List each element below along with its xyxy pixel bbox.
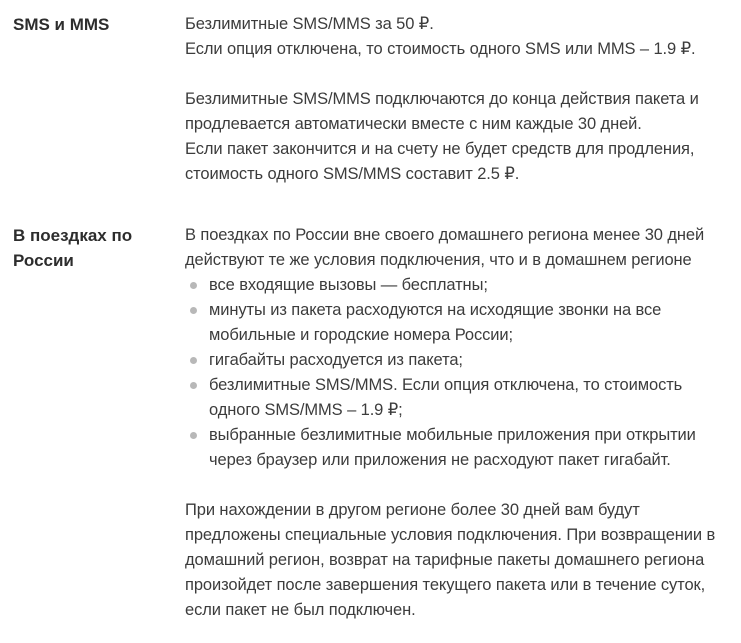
bullet-dot-icon <box>190 282 197 289</box>
bullet-dot-icon <box>190 307 197 314</box>
text-line: Если опция отключена, то стоимость одного SMS или MMS – 1.9 ₽. <box>185 40 696 58</box>
section-sms-mms-content <box>185 12 733 187</box>
text-line: Если пакет закончится и на счету не будет средств для продления, стоимость одного SMS/MMS составит 2.5 ₽. <box>185 140 695 183</box>
bullet-dot-icon <box>190 382 197 389</box>
bullet-dot-icon <box>190 432 197 439</box>
list-item <box>185 373 733 423</box>
list-item <box>185 273 733 298</box>
section-travel-russia-content <box>185 223 733 623</box>
section-sms-mms <box>13 12 733 187</box>
list-item <box>185 298 733 348</box>
text-line: В поездках по России вне своего домашнего региона менее 30 дней действуют те же условия подключения, что и в домашнем регионе <box>185 226 705 269</box>
sms-price-paragraph <box>185 12 733 62</box>
text-line: Безлимитные SMS/MMS за 50 ₽. <box>185 15 434 33</box>
travel-intro-paragraph <box>185 223 733 273</box>
bullet-dot-icon <box>190 357 197 364</box>
list-item <box>185 348 733 373</box>
list-item-text: все входящие вызовы — бесплатны; <box>209 276 488 294</box>
text-line: Безлимитные SMS/MMS подключаются до конца действия пакета и продлевается автоматически вместе с ним каждые 30 дней. <box>185 90 699 133</box>
list-item-text: минуты из пакета расходуются на исходящие звонки на все мобильные и городские номера России; <box>209 301 662 344</box>
list-item-text: выбранные безлимитные мобильные приложения при открытии через браузер или приложения не расходуют пакет гигабайт. <box>209 426 696 469</box>
list-item-text: гигабайты расходуется из пакета; <box>209 351 463 369</box>
section-sms-mms-label: SMS и MMS <box>13 15 110 34</box>
list-item-text: безлимитные SMS/MMS. Если опция отключена, то стоимость одного SMS/MMS – 1.9 ₽; <box>209 376 683 419</box>
travel-conditions-list <box>185 273 733 473</box>
section-travel-russia-label: В поездках по России <box>13 226 133 270</box>
list-item <box>185 423 733 473</box>
travel-outro-paragraph <box>185 498 733 623</box>
sms-renewal-paragraph <box>185 87 733 187</box>
section-travel-russia <box>13 223 733 623</box>
text-line: При нахождении в другом регионе более 30 дней вам будут предложены специальные условия подключения. При возвращении в домашний регион, возврат на тарифные пакеты домашнего региона произойдет после завершения текущего пакета или в течение суток, если пакет не был подключен. <box>185 501 716 619</box>
